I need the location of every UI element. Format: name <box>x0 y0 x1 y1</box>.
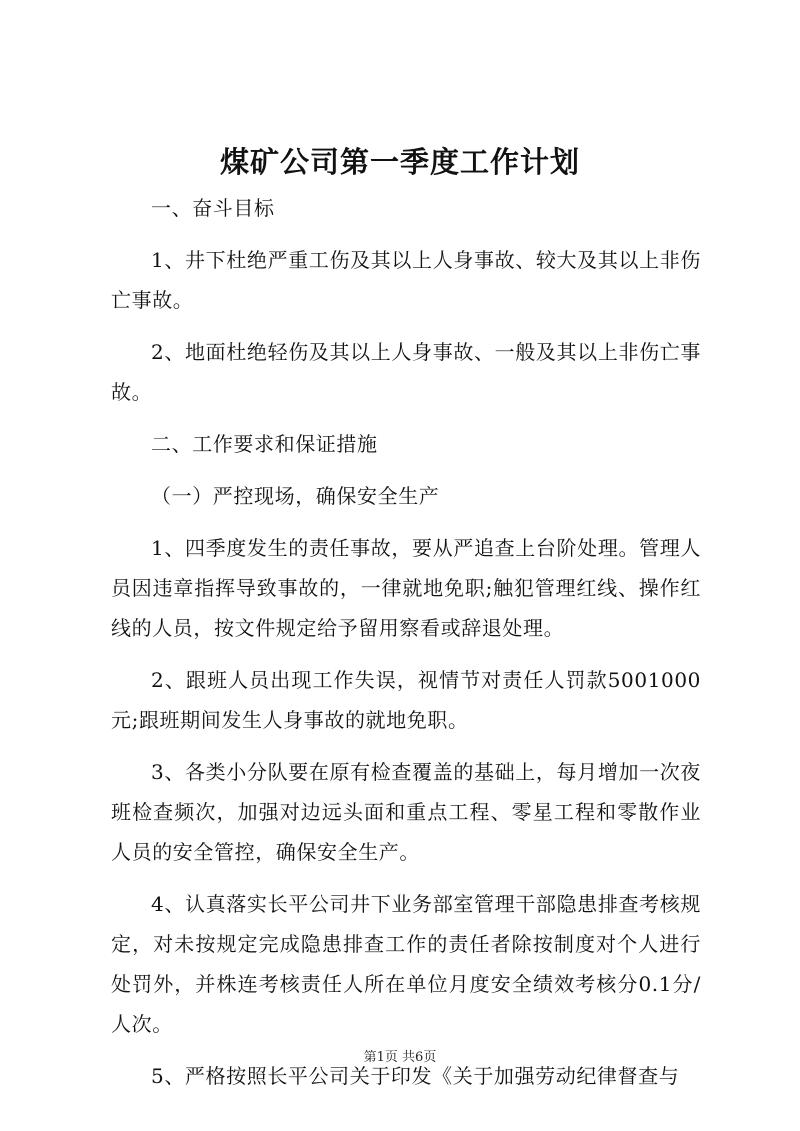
paragraph: 1、井下杜绝严重工伤及其以上人身事故、较大及其以上非伤亡事故。 <box>111 248 701 312</box>
document-body <box>111 188 701 1108</box>
paragraph: 2、跟班人员出现工作失误，视情节对责任人罚款5001000元;跟班期间发生人身事故的就地免职。 <box>111 668 701 732</box>
paragraph: 4、认真落实长平公司井下业务部室管理干部隐患排查考核规定，对未按规定完成隐患排查工作的责任者除按制度对个人进行处罚外，并株连考核责任人所在单位月度安全绩效考核分0.1分/人次。 <box>111 892 701 1036</box>
paragraph: 2、地面杜绝轻伤及其以上人身事故、一般及其以上非伤亡事故。 <box>111 340 701 404</box>
section-heading: 一、奋斗目标 <box>151 196 275 220</box>
document-title: 煤矿公司第一季度工作计划 <box>219 145 580 179</box>
section-heading: 二、工作要求和保证措施 <box>151 432 378 456</box>
paragraph: 5、严格按照长平公司关于印发《关于加强劳动纪律督查与 <box>151 1064 680 1088</box>
page-footer: 第1页 共6页 <box>363 1050 437 1065</box>
paragraph: 1、四季度发生的责任事故，要从严追查上台阶处理。管理人员因违章指挥导致事故的，一律就地免职;触犯管理红线、操作红线的人员，按文件规定给予留用察看或辞退处理。 <box>111 536 701 640</box>
subsection-heading: （一）严控现场，确保安全生产 <box>151 484 440 508</box>
paragraph: 3、各类小分队要在原有检查覆盖的基础上，每月增加一次夜班检查频次，加强对边远头面和重点工程、零星工程和零散作业人员的安全管控，确保安全生产。 <box>111 760 701 864</box>
